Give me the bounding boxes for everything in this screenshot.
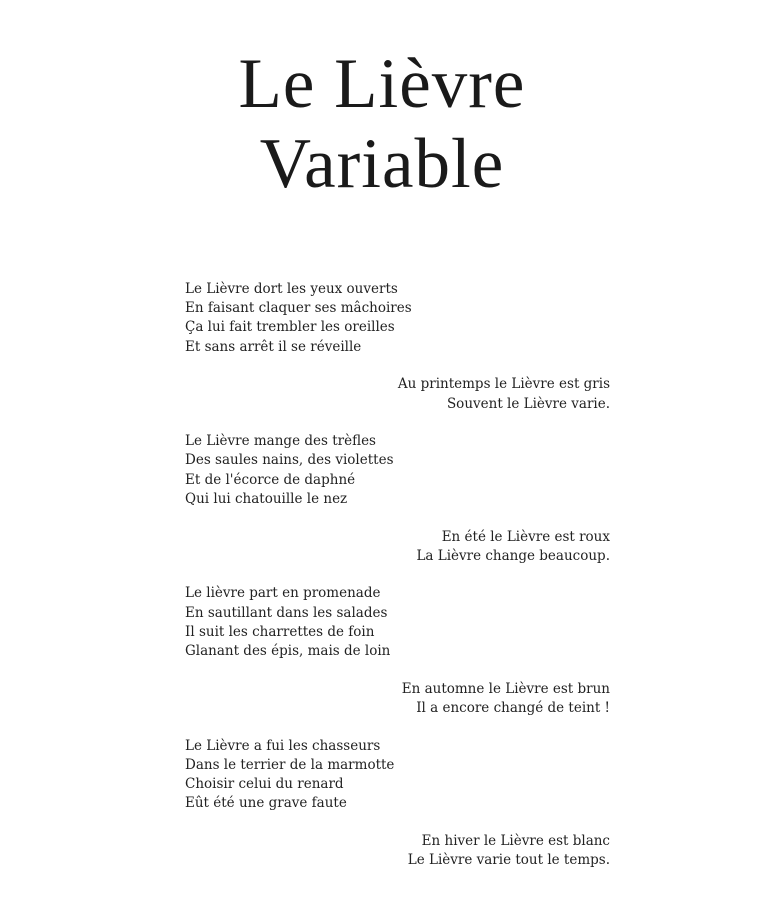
refrain-1: [185, 375, 610, 413]
poem-body: [185, 280, 610, 889]
verse-line: Ça lui fait trembler les oreilles: [185, 319, 395, 336]
verse-line: En sautillant dans les salades: [185, 604, 388, 621]
verse-line: En faisant claquer ses mâchoires: [185, 300, 412, 317]
refrain-line: Au printemps le Lièvre est gris: [397, 376, 610, 393]
verse-line: Qui lui chatouille le nez: [185, 490, 348, 507]
verse-line: Il suit les charrettes de foin: [185, 623, 375, 640]
refrain-2: [185, 528, 610, 566]
title-line-1: Le Lièvre: [238, 45, 526, 123]
refrain-line: En hiver le Lièvre est blanc: [421, 832, 610, 849]
verse-line: Glanant des épis, mais de loin: [185, 643, 391, 660]
refrain-line: En automne le Lièvre est brun: [401, 680, 610, 697]
stanza-1: [185, 280, 610, 357]
verse-line: Le Lièvre a fui les chasseurs: [185, 737, 381, 754]
refrain-line: En été le Lièvre est roux: [441, 528, 610, 545]
stanza-3: [185, 584, 610, 661]
refrain-line: Souvent le Lièvre varie.: [446, 395, 610, 412]
refrain-line: Il a encore changé de teint !: [416, 699, 610, 716]
verse-line: Le Lièvre dort les yeux ouverts: [185, 281, 398, 297]
verse-line: Dans le terrier de la marmotte: [185, 756, 395, 773]
verse-line: Et de l'écorce de daphné: [185, 471, 356, 488]
refrain-4: [185, 832, 610, 870]
verse-line: Eût été une grave faute: [185, 795, 347, 812]
verse-line: Choisir celui du renard: [185, 776, 344, 793]
title-line-2: Variable: [259, 125, 505, 203]
stanza-4: [185, 737, 610, 814]
stanza-2: [185, 432, 610, 509]
refrain-line: La Lièvre change beaucoup.: [416, 547, 610, 564]
refrain-3: [185, 680, 610, 718]
verse-line: Des saules nains, des violettes: [185, 452, 394, 469]
verse-line: Le Lièvre mange des trèfles: [185, 433, 376, 450]
verse-line: Et sans arrêt il se réveille: [185, 338, 362, 355]
refrain-line: Le Lièvre varie tout le temps.: [407, 852, 610, 869]
page-title: [0, 44, 764, 204]
verse-line: Le lièvre part en promenade: [185, 585, 381, 602]
